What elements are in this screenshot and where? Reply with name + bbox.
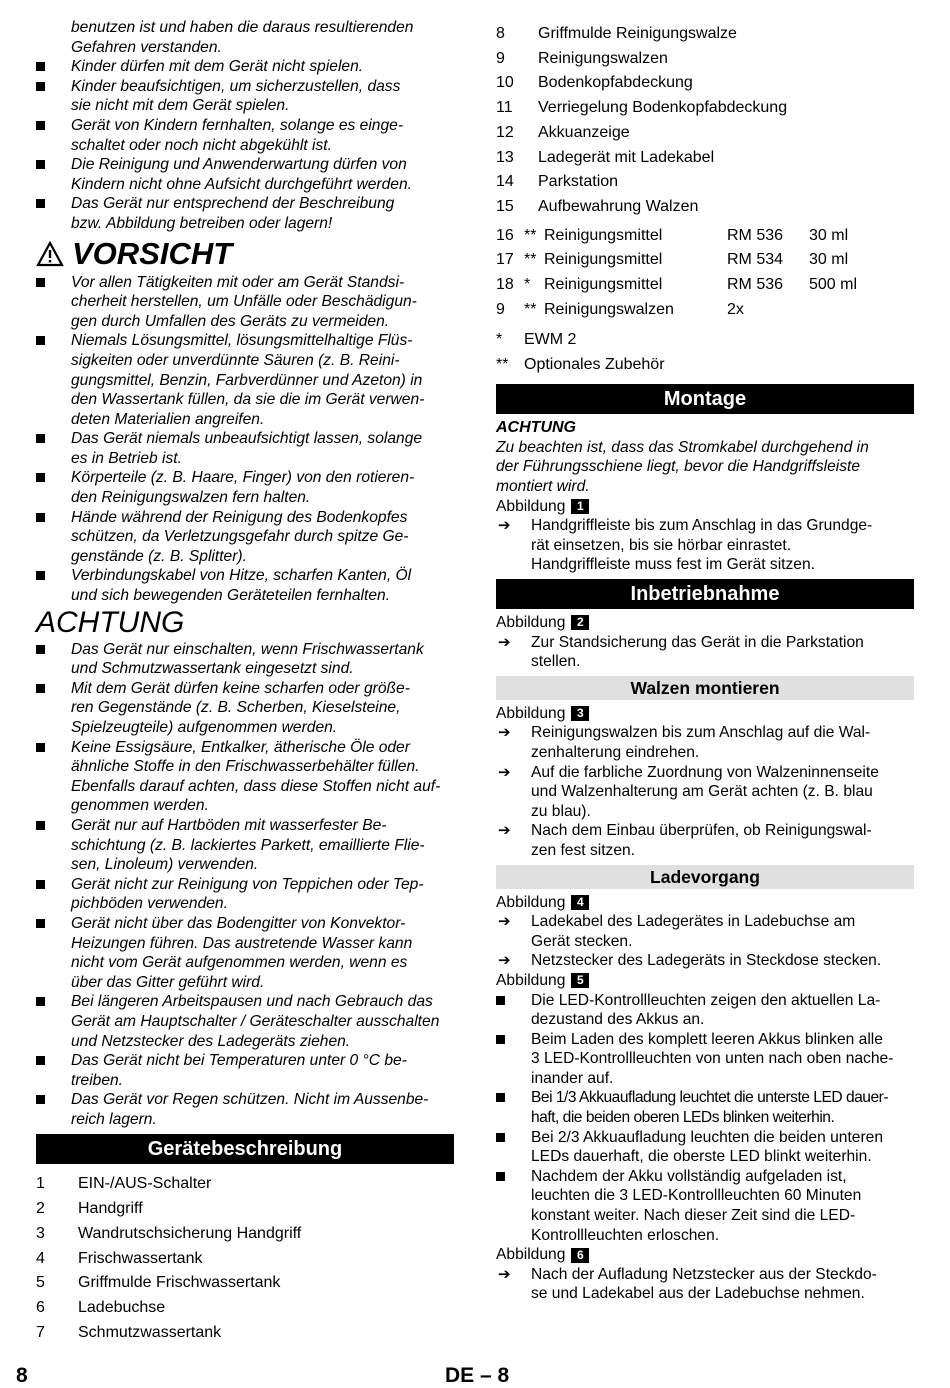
figure-reference [496, 971, 914, 991]
bullet-square-icon [496, 1133, 505, 1142]
bullet-text-line: Ebenfalls darauf achten, dass diese Stoffen nicht auf- [71, 777, 441, 795]
accessory-marker: ** [524, 226, 537, 244]
bullet-text-line: Bei längeren Arbeitspausen und nach Gebrauch das [71, 993, 433, 1011]
instruction-step [496, 723, 914, 762]
bullet-square-icon [36, 1056, 45, 1065]
figure-label: Abbildung [496, 614, 566, 631]
bullet-text-line: ähnliche Stoffe in den Frischwasserbehälter füllen. [71, 758, 420, 776]
bullet-item [36, 640, 454, 679]
item-label: Schmutzwassertank [78, 1323, 222, 1341]
arrow-right-icon: ➔ [498, 1265, 511, 1283]
intro-text-line: benutzen ist und haben die daraus resultierenden [71, 19, 414, 36]
description-item [36, 1271, 454, 1296]
instruction-step [496, 912, 914, 951]
bullet-text-line: Heizungen führen. Das austretende Wasser kann [71, 934, 413, 952]
bullet-square-icon [36, 821, 45, 830]
bullet-text-line: Das Gerät nicht bei Temperaturen unter 0 °C be- [71, 1052, 407, 1070]
bullet-text-line: schaltet oder noch nicht abgekühlt ist. [71, 136, 332, 154]
bullet-text-line: schichtung (z. B. lackiertes Parkett, emaillierte Flie- [71, 836, 425, 854]
bullet-square-icon [36, 434, 45, 443]
item-label: Ladegerät mit Ladekabel [538, 148, 715, 166]
item-label: Wandrutschsicherung Handgriff [78, 1224, 302, 1242]
item-number: 11 [496, 99, 513, 117]
item-label: Parkstation [538, 173, 619, 191]
item-number: 8 [496, 25, 505, 42]
bullet-text-line: Die LED-Kontrollleuchten zeigen den aktuellen La- [531, 991, 881, 1009]
bullet-text-line: Körperteile (z. B. Haare, Finger) von den rotieren- [71, 469, 415, 487]
accessory-marker: ** [524, 251, 537, 269]
bullet-square-icon [36, 199, 45, 208]
bullet-text-line: Das Gerät nur entsprechend der Beschreibung [71, 195, 395, 213]
arrow-right-icon: ➔ [498, 822, 511, 840]
bullet-text-line: Kindern nicht ohne Aufsicht durchgeführt werden. [71, 175, 412, 193]
intro-text-line: Gefahren verstanden. [71, 38, 222, 56]
bullet-item [36, 566, 454, 605]
bullet-text-line: Beim Laden des komplett leeren Akkus blinken alle [531, 1030, 883, 1048]
bullet-text-line: haft, die beiden oberen LEDs blinken weiterhin. [531, 1109, 835, 1127]
bullet-text-line: und sich bewegenden Geräteteilen fernhalten. [71, 587, 391, 605]
item-number: 6 [36, 1298, 45, 1316]
step-text-line: Handgriffleiste muss fest im Gerät sitzen. [531, 556, 815, 574]
bullet-item [36, 57, 454, 77]
figure-label: Abbildung [496, 893, 566, 911]
item-number: 1 [36, 1175, 45, 1193]
bullet-square-icon [36, 513, 45, 522]
bullet-item [36, 77, 454, 116]
bullet-item [36, 155, 454, 194]
accessory-number: 9 [496, 300, 505, 318]
item-label: Griffmulde Reinigungswalze [538, 25, 737, 42]
figure-reference [496, 613, 914, 633]
bullet-square-icon [36, 880, 45, 889]
instruction-step [496, 763, 914, 822]
bullet-text-line: Bei 1/3 Akkuaufladung leuchtet die unterste LED dauer- [531, 1089, 889, 1107]
bullet-item [36, 875, 454, 914]
bullet-item [36, 679, 454, 738]
bullet-square-icon [36, 160, 45, 169]
bullet-text-line: genstände (z. B. Splitter). [71, 547, 247, 565]
accessory-row [496, 224, 914, 249]
bullet-text-line: Gerät am Hauptschalter / Geräteschalter ausschalten [71, 1012, 440, 1030]
description-item [496, 170, 914, 195]
figure-label: Abbildung [496, 497, 566, 515]
bullet-item [496, 991, 914, 1030]
bullet-text-line: sie nicht mit dem Gerät spielen. [71, 97, 290, 115]
bullet-text-line: Das Gerät nur einschalten, wenn Frischwassertank [71, 640, 424, 658]
accessory-marker: ** [524, 300, 537, 318]
step-text-line: Zur Standsicherung das Gerät in die Parkstation [531, 633, 864, 651]
bullet-item [496, 1128, 914, 1167]
page-footer-label: DE – 8 [445, 1364, 510, 1387]
bullet-text-line: Das Gerät vor Regen schützen. Nicht im Aussenbe- [71, 1091, 429, 1109]
item-label: Bodenkopfabdeckung [538, 74, 693, 92]
item-number: 9 [496, 49, 505, 67]
subsection-title-ladevorgang: Ladevorgang [496, 865, 914, 889]
bullet-text-line: konstant weiter. Nach dieser Zeit sind die LED- [531, 1207, 856, 1225]
achtung-subheading: ACHTUNG [496, 418, 576, 436]
bullet-item [36, 273, 454, 332]
bullet-text-line: pichböden verwenden. [71, 895, 228, 913]
bullet-square-icon [36, 571, 45, 580]
step-text-line: und Walzenhalterung am Gerät achten (z. B. blau [531, 783, 873, 801]
bullet-text-line: Kinder dürfen mit dem Gerät nicht spielen. [71, 58, 364, 76]
item-number: 12 [496, 123, 514, 141]
instruction-step [496, 633, 914, 672]
bullet-text-line: Nachdem der Akku vollständig aufgeladen ist, [531, 1167, 847, 1185]
bullet-text-line: gen durch Umfallen des Geräts zu vermeiden. [71, 312, 390, 330]
right-column [496, 22, 914, 1304]
footnote [496, 328, 914, 353]
bullet-text-line: Gerät nicht über das Bodengitter von Konvektor- [71, 914, 406, 932]
bullet-item [36, 116, 454, 155]
bullet-text-line: gungsmittel, Benzin, Farbverdünner und Azeton) in [71, 371, 423, 389]
item-label: Verriegelung Bodenkopfabdeckung [538, 99, 788, 117]
bullet-item [496, 1030, 914, 1089]
bullet-text-line: Gerät von Kindern fernhalten, solange es einge- [71, 116, 404, 134]
vorsicht-heading [36, 237, 454, 271]
bullet-square-icon [36, 473, 45, 482]
figure-number-badge: 5 [571, 973, 589, 988]
figure-label: Abbildung [496, 1246, 566, 1264]
bullet-item [36, 914, 454, 992]
bullet-square-icon [36, 1095, 45, 1104]
bullet-text-line: reich lagern. [71, 1110, 157, 1128]
section-title-geraetebeschreibung: Gerätebeschreibung [36, 1134, 454, 1164]
step-text-line: zenhalterung eindrehen. [531, 743, 700, 761]
note-text-line: montiert wird. [496, 478, 590, 496]
achtung-heading: ACHTUNG [36, 605, 185, 639]
item-number: 15 [496, 197, 514, 215]
bullet-square-icon [496, 1035, 505, 1044]
figure-number-badge: 6 [571, 1248, 589, 1263]
bullet-item [36, 738, 454, 816]
bullet-text-line: sigkeiten oder unverdünnte Säuren (z. B. Reini- [71, 351, 400, 369]
step-text-line: Auf die farbliche Zuordnung von Walzeninnenseite [531, 763, 879, 781]
accessory-name: Reinigungsmittel [544, 226, 663, 244]
description-item [36, 1296, 454, 1321]
item-number: 10 [496, 74, 514, 92]
footnote-marker: * [496, 331, 503, 349]
figure-reference [496, 497, 914, 517]
figure-number-badge: 2 [571, 615, 589, 630]
bullet-text-line: dezustand des Akkus an. [531, 1011, 705, 1029]
step-text-line: Netzstecker des Ladegeräts in Steckdose stecken. [531, 952, 882, 970]
bullet-text-line: bzw. Abbildung betreiben oder lagern! [71, 214, 333, 232]
arrow-right-icon: ➔ [498, 517, 511, 535]
bullet-square-icon [36, 684, 45, 693]
bullet-square-icon [36, 121, 45, 130]
bullet-text-line: Gerät nur auf Hartböden mit wasserfester Be- [71, 816, 387, 834]
bullet-item [36, 508, 454, 567]
accessory-number: 17 [496, 251, 514, 269]
section-title-montage: Montage [496, 384, 914, 414]
item-number: 5 [36, 1274, 45, 1292]
bullet-text-line: treiben. [71, 1071, 124, 1089]
bullet-text-line: Hände während der Reinigung des Bodenkopfes [71, 508, 408, 526]
arrow-right-icon: ➔ [498, 724, 511, 742]
description-item [496, 195, 914, 220]
bullet-item [36, 429, 454, 468]
bullet-text-line: leuchten die 3 LED-Kontrollleuchten 60 Minuten [531, 1187, 862, 1205]
bullet-text-line: genommen werden. [71, 797, 209, 815]
bullet-text-line: und Schmutzwassertank eingesetzt sind. [71, 660, 354, 678]
accessory-number: 18 [496, 276, 514, 294]
instruction-step [496, 821, 914, 860]
description-item [496, 146, 914, 171]
figure-reference [496, 1245, 914, 1265]
footnote-text: EWM 2 [524, 331, 577, 349]
bullet-text-line: Verbindungskabel von Hitze, scharfen Kanten, Öl [71, 567, 412, 585]
note-text-line: Zu beachten ist, dass das Stromkabel durchgehend in [496, 438, 869, 456]
arrow-right-icon: ➔ [498, 633, 511, 651]
bullet-text-line: nicht vom Gerät aufgenommen werden, wenn es [71, 954, 408, 972]
bullet-text-line: cherheit herstellen, um Unfälle oder Beschädigun- [71, 293, 417, 311]
accessory-quantity: 30 ml [809, 251, 849, 269]
arrow-right-icon: ➔ [498, 952, 511, 970]
bullet-item [36, 1090, 454, 1129]
bullet-square-icon [36, 743, 45, 752]
bullet-text-line: ren Gegenstände (z. B. Scherben, Kieselsteine, [71, 699, 401, 717]
description-item [496, 71, 914, 96]
bullet-square-icon [496, 1172, 505, 1181]
item-number: 14 [496, 173, 514, 191]
item-label: Akkuanzeige [538, 123, 630, 141]
item-label: Frischwassertank [78, 1249, 203, 1267]
bullet-text-line: Kinder beaufsichtigen, um sicherzustellen, dass [71, 77, 401, 95]
step-text-line: stellen. [531, 653, 581, 671]
bullet-square-icon [36, 645, 45, 654]
item-label: Griffmulde Frischwassertank [78, 1274, 281, 1292]
description-item [496, 121, 914, 146]
bullet-text-line: Gerät nicht zur Reinigung von Teppichen oder Tep- [71, 875, 424, 893]
step-text-line: Gerät stecken. [531, 932, 633, 950]
bullet-square-icon [36, 997, 45, 1006]
footnote-marker: ** [496, 356, 509, 374]
description-item [496, 47, 914, 72]
bullet-text-line: Keine Essigsäure, Entkalker, ätherische Öle oder [71, 738, 410, 756]
bullet-text-line: Vor allen Tätigkeiten mit oder am Gerät Standsi- [71, 273, 405, 291]
item-label: EIN-/AUS-Schalter [78, 1175, 212, 1193]
item-label: Aufbewahrung Walzen [538, 197, 699, 215]
warning-triangle-icon [36, 241, 64, 267]
subsection-title-walzen-montieren: Walzen montieren [496, 676, 914, 700]
step-text-line: Ladekabel des Ladegerätes in Ladebuchse am [531, 913, 856, 931]
accessory-quantity: 30 ml [809, 226, 849, 244]
bullet-text-line: Die Reinigung und Anwenderwartung dürfen von [71, 156, 407, 174]
left-column [36, 18, 454, 1345]
item-label: Ladebuchse [78, 1298, 166, 1316]
bullet-text-line: schützen, da Verletzungsgefahr durch spitze Ge- [71, 528, 409, 546]
figure-reference [496, 704, 914, 724]
bullet-text-line: Das Gerät niemals unbeaufsichtigt lassen, solange [71, 430, 423, 448]
description-item [496, 22, 914, 47]
arrow-right-icon: ➔ [498, 913, 511, 931]
bullet-item [496, 1088, 914, 1127]
bullet-item [36, 992, 454, 1051]
description-item [36, 1197, 454, 1222]
bullet-text-line: den Wassertank füllen, da sie die im Gerät verwen- [71, 391, 425, 409]
bullet-square-icon [496, 996, 505, 1005]
footnote [496, 353, 914, 378]
bullet-text-line: Spielzeugteile) aufgenommen werden. [71, 719, 338, 736]
bullet-text-line: den Reinigungswalzen fern halten. [71, 489, 311, 507]
note-text-line: der Führungsschiene liegt, bevor die Handgriffsleiste [496, 458, 861, 476]
bullet-text-line: Kontrollleuchten erloschen. [531, 1226, 720, 1244]
description-item [36, 1172, 454, 1197]
bullet-square-icon [36, 336, 45, 345]
description-item [36, 1222, 454, 1247]
bullet-square-icon [36, 62, 45, 71]
step-text-line: rät einsetzen, bis sie hörbar einrastet. [531, 536, 792, 554]
accessory-model: RM 536 [727, 226, 784, 244]
accessory-row [496, 273, 914, 298]
accessory-quantity: 500 ml [809, 276, 858, 294]
bullet-text-line: sen, Linoleum) verwenden. [71, 856, 259, 874]
item-label: Reinigungswalzen [538, 49, 668, 67]
instruction-step [496, 516, 914, 575]
instruction-step [496, 951, 914, 971]
step-text-line: zen fest sitzen. [531, 841, 636, 859]
bullet-item [36, 331, 454, 429]
figure-number-badge: 3 [571, 706, 589, 721]
bullet-square-icon [36, 919, 45, 928]
bullet-item [36, 194, 454, 233]
step-text-line: se und Ladekabel aus der Ladebuchse nehmen. [531, 1285, 865, 1303]
bullet-text-line: 3 LED-Kontrollleuchten von unten nach oben nache- [531, 1050, 894, 1068]
bullet-text-line: LEDs dauerhaft, die oberste LED blinkt weiterhin. [531, 1148, 872, 1166]
description-item [36, 1321, 454, 1346]
arrow-right-icon: ➔ [498, 763, 511, 781]
accessory-row [496, 248, 914, 273]
accessory-name: Reinigungsmittel [544, 276, 663, 294]
item-label: Handgriff [78, 1200, 143, 1218]
accessory-marker: * [524, 276, 531, 294]
bullet-item [36, 816, 454, 875]
accessory-number: 16 [496, 226, 514, 244]
vorsicht-heading-text: VORSICHT [72, 235, 233, 271]
bullet-text-line: über das Gitter geführt wird. [71, 973, 265, 991]
bullet-text-line: inander auf. [531, 1069, 614, 1087]
figure-label: Abbildung [496, 704, 566, 722]
step-text-line: Handgriffleiste bis zum Anschlag in das Grundge- [531, 517, 873, 535]
item-number: 4 [36, 1249, 45, 1267]
bullet-item [36, 468, 454, 507]
item-number: 2 [36, 1200, 45, 1218]
step-text-line: Reinigungswalzen bis zum Anschlag auf die Wal- [531, 724, 871, 742]
item-number: 13 [496, 148, 514, 166]
bullet-text-line: Bei 2/3 Akkuaufladung leuchten die beiden unteren [531, 1128, 884, 1146]
accessory-row [496, 298, 914, 323]
bullet-text-line: es in Betrieb ist. [71, 449, 182, 467]
bullet-text-line: und Netzstecker des Ladegeräts ziehen. [71, 1032, 351, 1050]
accessory-model: RM 536 [727, 276, 784, 294]
step-text-line: zu blau). [531, 802, 591, 820]
item-number: 3 [36, 1224, 45, 1242]
accessory-model: 2x [727, 300, 744, 318]
accessory-model: RM 534 [727, 251, 784, 269]
accessory-name: Reinigungswalzen [544, 300, 674, 318]
figure-number-badge: 4 [571, 895, 589, 910]
bullet-item [496, 1167, 914, 1245]
bullet-item [36, 1051, 454, 1090]
step-text-line: Nach dem Einbau überprüfen, ob Reinigungswal- [531, 822, 872, 840]
page-number: 8 [16, 1364, 28, 1387]
bullet-square-icon [36, 82, 45, 91]
description-item [496, 96, 914, 121]
figure-reference [496, 893, 914, 913]
bullet-square-icon [496, 1093, 505, 1102]
bullet-text-line: deten Materialien angreifen. [71, 410, 265, 428]
step-text-line: Nach der Aufladung Netzstecker aus der Steckdo- [531, 1265, 877, 1283]
figure-label: Abbildung [496, 971, 566, 989]
accessory-name: Reinigungsmittel [544, 251, 663, 269]
bullet-square-icon [36, 278, 45, 287]
figure-number-badge: 1 [571, 499, 589, 514]
bullet-text-line: Niemals Lösungsmittel, lösungsmittelhaltige Flüs- [71, 332, 413, 350]
item-number: 7 [36, 1323, 45, 1341]
bullet-text-line: Mit dem Gerät dürfen keine scharfen oder größe- [71, 679, 410, 697]
section-title-inbetriebnahme: Inbetriebnahme [496, 579, 914, 609]
footnote-text: Optionales Zubehör [524, 356, 665, 374]
description-item [36, 1247, 454, 1272]
instruction-step [496, 1265, 914, 1304]
